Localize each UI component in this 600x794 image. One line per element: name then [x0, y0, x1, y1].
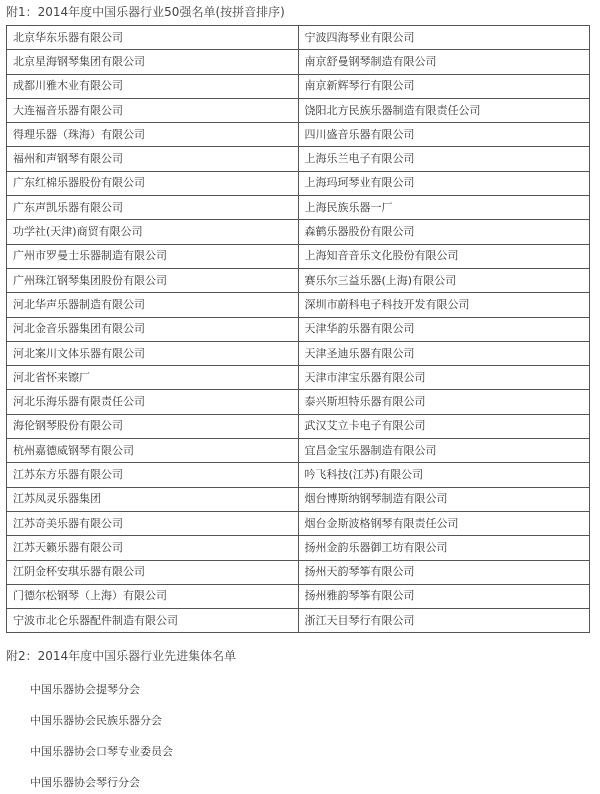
company-cell-left: 海伦钢琴股份有限公司 — [7, 414, 299, 438]
table-row — [7, 293, 590, 317]
company-cell-right: 泰兴斯坦特乐器有限公司 — [298, 390, 590, 414]
collective-item: 中国乐器协会口琴专业委员会 — [30, 745, 173, 758]
table-row — [7, 609, 590, 633]
company-cell-right: 赛乐尔三益乐器(上海)有限公司 — [298, 268, 590, 292]
company-cell-right: 森鹤乐器股份有限公司 — [298, 220, 590, 244]
company-cell-left: 河北金音乐器集团有限公司 — [7, 317, 299, 341]
company-cell-right: 扬州金韵乐器御工坊有限公司 — [298, 536, 590, 560]
table-row — [7, 244, 590, 268]
company-cell-right: 南京舒曼钢琴制造有限公司 — [298, 50, 590, 74]
company-cell-left: 河北华声乐器制造有限公司 — [7, 293, 299, 317]
company-cell-right: 四川盛音乐器有限公司 — [298, 123, 590, 147]
company-cell-left: 广州市罗曼士乐器制造有限公司 — [7, 244, 299, 268]
table-row — [7, 390, 590, 414]
table-row — [7, 536, 590, 560]
table-row — [7, 26, 590, 50]
table-row — [7, 341, 590, 365]
appendix2-title: 附2：2014年度中国乐器行业先进集体名单 — [6, 649, 237, 663]
company-cell-left: 江苏东方乐器有限公司 — [7, 463, 299, 487]
table-row — [7, 74, 590, 98]
top50-table-body — [7, 26, 590, 633]
company-cell-left: 河北案川文体乐器有限公司 — [7, 341, 299, 365]
collective-item: 中国乐器协会提琴分会 — [30, 683, 140, 696]
company-cell-left: 得理乐器（珠海）有限公司 — [7, 123, 299, 147]
company-cell-left: 江阴金杯安琪乐器有限公司 — [7, 560, 299, 584]
company-cell-left: 杭州嘉德威钢琴有限公司 — [7, 439, 299, 463]
company-cell-right: 深圳市蔚科电子科技开发有限公司 — [298, 293, 590, 317]
company-cell-left: 大连福音乐器有限公司 — [7, 98, 299, 122]
company-cell-right: 天津市津宝乐器有限公司 — [298, 366, 590, 390]
company-cell-right: 上海民族乐器一厂 — [298, 196, 590, 220]
company-cell-left: 江苏奇美乐器有限公司 — [7, 511, 299, 535]
table-row — [7, 366, 590, 390]
company-cell-left: 门德尔松钢琴（上海）有限公司 — [7, 584, 299, 608]
company-cell-left: 北京星海钢琴集团有限公司 — [7, 50, 299, 74]
company-cell-left: 江苏凤灵乐器集团 — [7, 487, 299, 511]
company-cell-left: 广州珠江钢琴集团股份有限公司 — [7, 268, 299, 292]
table-row — [7, 196, 590, 220]
company-cell-left: 广东红棉乐器股份有限公司 — [7, 171, 299, 195]
company-cell-right: 宁波四海琴业有限公司 — [298, 26, 590, 50]
table-row — [7, 439, 590, 463]
table-row — [7, 560, 590, 584]
company-cell-right: 天津华韵乐器有限公司 — [298, 317, 590, 341]
company-cell-right: 南京新辉琴行有限公司 — [298, 74, 590, 98]
company-cell-right: 饶阳北方民族乐器制造有限责任公司 — [298, 98, 590, 122]
company-cell-right: 烟台金斯波格钢琴有限责任公司 — [298, 511, 590, 535]
company-cell-right: 上海乐兰电子有限公司 — [298, 147, 590, 171]
company-cell-right: 宜昌金宝乐器制造有限公司 — [298, 439, 590, 463]
table-row — [7, 511, 590, 535]
appendix1-title: 附1：2014年度中国乐器行业50强名单(按拼音排序) — [6, 5, 285, 19]
table-row — [7, 50, 590, 74]
table-row — [7, 123, 590, 147]
company-cell-left: 宁波市北仑乐器配件制造有限公司 — [7, 609, 299, 633]
company-cell-left: 成都川雅木业有限公司 — [7, 74, 299, 98]
company-cell-left: 北京华东乐器有限公司 — [7, 26, 299, 50]
table-row — [7, 317, 590, 341]
company-cell-right: 扬州雅韵琴筝有限公司 — [298, 584, 590, 608]
company-cell-right: 浙江天目琴行有限公司 — [298, 609, 590, 633]
table-row — [7, 98, 590, 122]
company-cell-left: 广东声凯乐器有限公司 — [7, 196, 299, 220]
collective-item: 中国乐器协会琴行分会 — [30, 776, 140, 789]
collective-item: 中国乐器协会民族乐器分会 — [30, 714, 162, 727]
table-row — [7, 220, 590, 244]
company-cell-left: 江苏天籁乐器有限公司 — [7, 536, 299, 560]
company-cell-left: 功学社(天津)商贸有限公司 — [7, 220, 299, 244]
table-row — [7, 268, 590, 292]
company-cell-left: 河北省怀来镲厂 — [7, 366, 299, 390]
table-row — [7, 584, 590, 608]
table-row — [7, 171, 590, 195]
company-cell-right: 烟台博斯纳钢琴制造有限公司 — [298, 487, 590, 511]
company-cell-right: 上海玛珂琴业有限公司 — [298, 171, 590, 195]
company-cell-left: 河北乐海乐器有限责任公司 — [7, 390, 299, 414]
company-cell-right: 吟飞科技(江苏)有限公司 — [298, 463, 590, 487]
company-cell-left: 福州和声钢琴有限公司 — [7, 147, 299, 171]
company-cell-right: 天津圣迪乐器有限公司 — [298, 341, 590, 365]
top50-table — [6, 25, 590, 633]
table-row — [7, 414, 590, 438]
table-row — [7, 463, 590, 487]
company-cell-right: 扬州天韵琴筝有限公司 — [298, 560, 590, 584]
table-row — [7, 487, 590, 511]
company-cell-right: 武汉艾立卡电子有限公司 — [298, 414, 590, 438]
table-row — [7, 147, 590, 171]
company-cell-right: 上海知音音乐文化股份有限公司 — [298, 244, 590, 268]
